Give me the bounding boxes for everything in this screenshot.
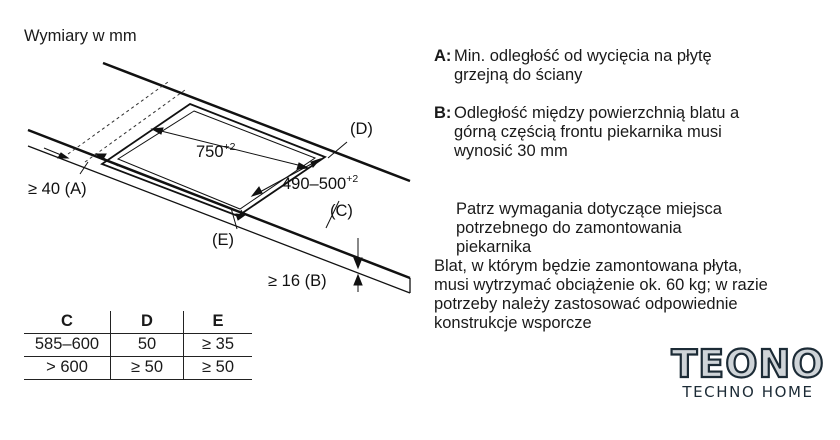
- note-a-key: A:: [434, 47, 452, 65]
- table-cell: ≥ 35: [184, 334, 253, 357]
- table-header-e: E: [184, 311, 253, 334]
- label-a: ≥ 40 (A): [28, 180, 87, 198]
- table-cell: ≥ 50: [111, 357, 184, 380]
- table-cell: 50: [111, 334, 184, 357]
- table-header-row: [24, 311, 252, 334]
- clearance-table: [24, 311, 252, 380]
- width-label: $750^{+2}$: [196, 141, 236, 161]
- teono-logo: [664, 344, 832, 401]
- table-row: [24, 334, 252, 357]
- table-row: [24, 357, 252, 380]
- note-b-key: B:: [434, 104, 452, 122]
- table-header-c: C: [24, 311, 111, 334]
- label-c: (C): [330, 202, 353, 220]
- label-d: (D): [350, 120, 373, 138]
- b-dimension: [354, 238, 362, 292]
- note-b-text: Odległość między powierzchnią blatu a górną częścią frontu piekarnika musi wynosić 30 mm: [454, 104, 740, 160]
- note-b: [434, 104, 814, 161]
- label-e: (E): [212, 231, 234, 249]
- note-a-text: Min. odległość od wycięcia na płytę grzejną do ściany: [454, 47, 712, 84]
- table-cell: ≥ 50: [184, 357, 253, 380]
- logo-tagline: TECHNO HOME: [682, 383, 814, 401]
- logo-wordmark: TEONO: [671, 342, 825, 386]
- label-b: ≥ 16 (B): [268, 272, 327, 290]
- note-c-text: Patrz wymagania dotyczące miejsca potrzebnego do zamontowania piekarnika: [456, 200, 722, 256]
- depth-label: $490-500^{+2}$: [282, 173, 359, 193]
- units-title: Wymiary w mm: [24, 27, 137, 45]
- table-header-d: D: [111, 311, 184, 334]
- note-a: [434, 47, 814, 85]
- dashed-reference-lines: [68, 82, 185, 162]
- table-cell: > 600: [24, 357, 111, 380]
- table-cell: 585–600: [24, 334, 111, 357]
- note-d-text: Blat, w którym będzie zamontowana płyta, musi wytrzymać obciążenie ok. 60 kg; w razie potrzeby należy zastosować odpowiednie konstrukcje wsporcze: [434, 257, 768, 332]
